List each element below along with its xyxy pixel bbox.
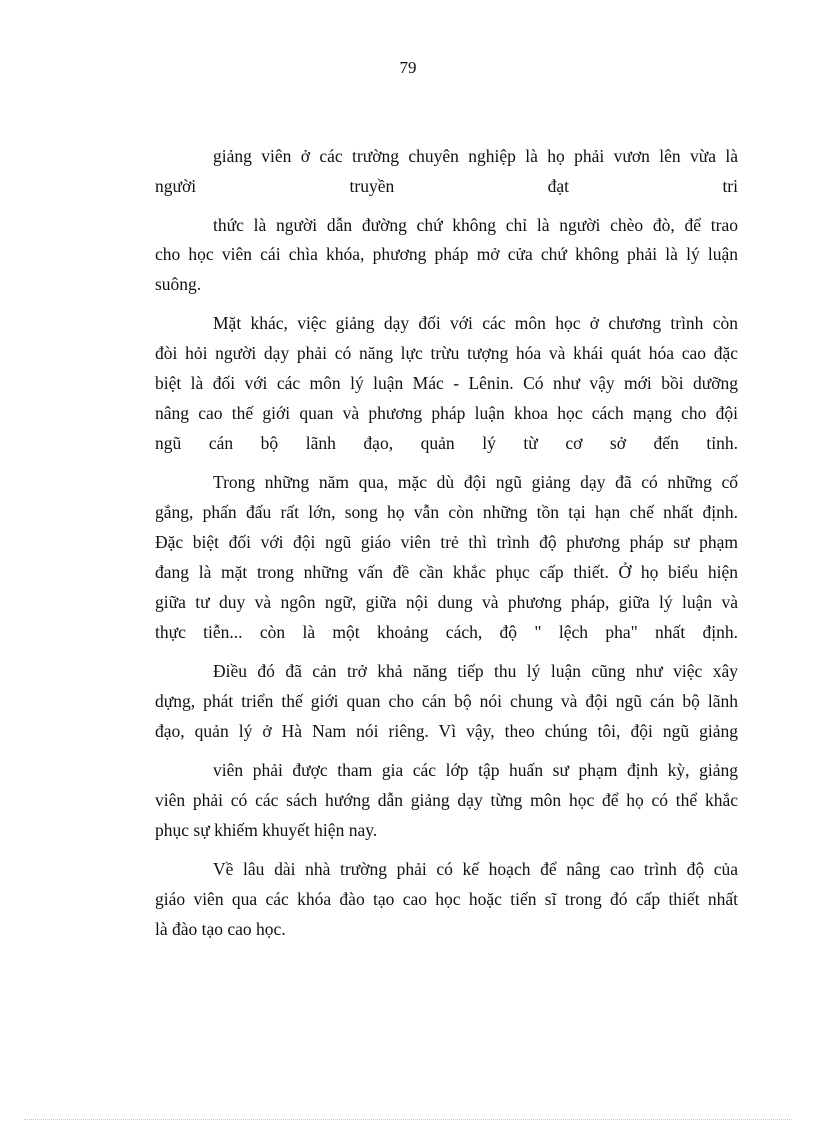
text-line: là đào tạo cao học. bbox=[155, 919, 286, 939]
text-line: Điều đó đã cản trở khả năng tiếp thu lý luận cũng như việc xây bbox=[213, 661, 738, 681]
page-number: 79 bbox=[399, 58, 417, 77]
text-line: Mặt khác, việc giảng dạy đối với các môn học ở chương trình còn bbox=[213, 313, 738, 333]
text-line: Trong những năm qua, mặc dù đội ngũ giảng dạy đã có những cố bbox=[213, 472, 738, 492]
text-line: suông. bbox=[155, 274, 202, 294]
text-line: Về lâu dài nhà trường phải có kế hoạch để nâng cao trình độ của bbox=[213, 859, 738, 879]
text-line: dựng, phát triển thế giới quan cho cán bộ nói chung và đội ngũ cán bộ lãnh bbox=[155, 691, 738, 711]
text-line: phục sự khiếm khuyết hiện nay. bbox=[155, 820, 378, 840]
text-line: giảng viên ở các trường chuyên nghiệp là họ phải vươn lên vừa là bbox=[213, 146, 738, 166]
text-line: thức là người dẫn đường chứ không chỉ là người chèo đò, để trao bbox=[213, 215, 738, 235]
text-line: đạo, quản lý ở Hà Nam nói riêng. Vì vậy, theo chúng tôi, đội ngũ giảng bbox=[155, 721, 738, 741]
text-line: cho học viên cái chìa khóa, phương pháp mở cửa chứ không phải là lý luận bbox=[155, 244, 738, 264]
text-line: ngũ cán bộ lãnh đạo, quản lý từ cơ sở đến tỉnh. bbox=[155, 433, 738, 453]
text-line: đang là mặt trong những vấn đề cần khắc phục cấp thiết. Ở họ biểu hiện bbox=[155, 562, 738, 582]
text-line: Đặc biệt đối với đội ngũ giáo viên trẻ thì trình độ phương pháp sư phạm bbox=[155, 532, 738, 552]
text-line: nâng cao thế giới quan và phương pháp luận khoa học cách mạng cho đội bbox=[155, 403, 738, 423]
text-line: biệt là đối với các môn lý luận Mác - Lênin. Có như vậy mới bồi dưỡng bbox=[155, 373, 738, 393]
text-line: giữa tư duy và ngôn ngữ, giữa nội dung và phương pháp, giữa lý luận và bbox=[155, 592, 738, 612]
text-line: thực tiễn... còn là một khoảng cách, độ " lệch pha" nhất định. bbox=[155, 622, 738, 642]
text-line: viên phải có các sách hướng dẫn giảng dạy từng môn học để họ có thể khắc bbox=[155, 790, 738, 810]
text-line: đòi hỏi người dạy phải có năng lực trừu tượng hóa và khái quát hóa cao đặc bbox=[155, 343, 738, 363]
text-line: giáo viên qua các khóa đào tạo cao học hoặc tiến sĩ trong đó cấp thiết nhất bbox=[155, 889, 738, 909]
text-line: gắng, phấn đấu rất lớn, song họ vẫn còn những tồn tại hạn chế nhất định. bbox=[155, 502, 738, 522]
page-bottom-rule bbox=[24, 1119, 792, 1120]
text-line: người truyền đạt tri bbox=[155, 176, 738, 196]
text-line: viên phải được tham gia các lớp tập huấn sư phạm định kỳ, giảng bbox=[213, 760, 738, 780]
